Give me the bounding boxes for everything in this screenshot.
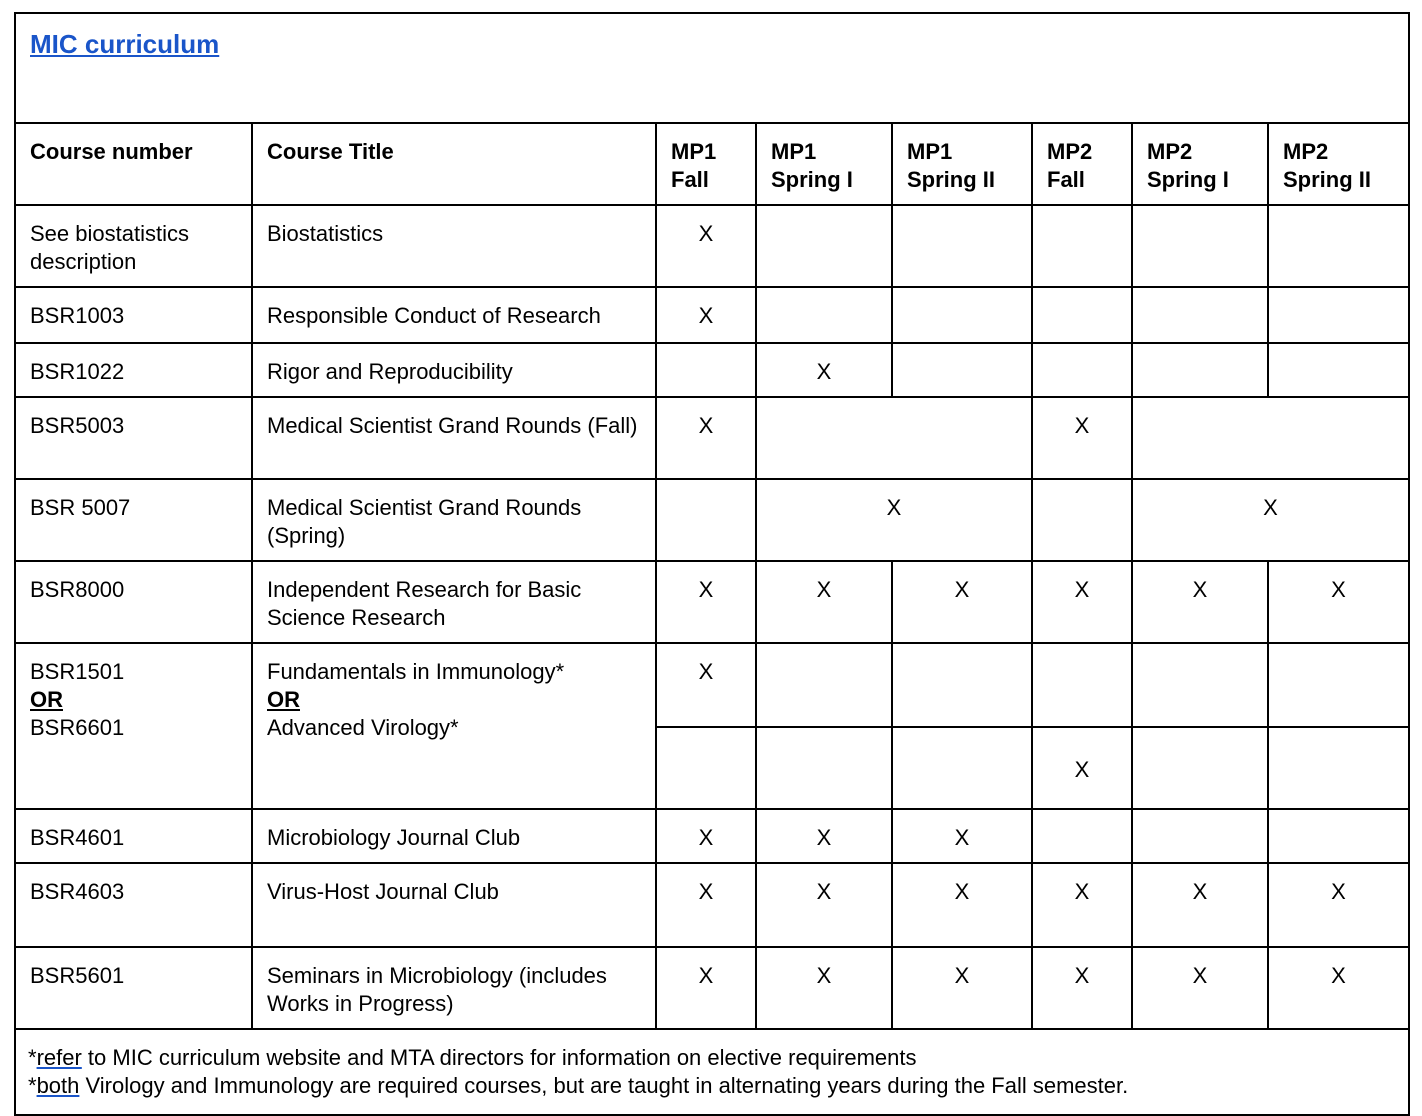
empty-cell: [656, 479, 756, 561]
course-title: Microbiology Journal Club: [252, 809, 656, 863]
header-course-number: Course number: [15, 123, 252, 205]
or-label: OR: [267, 687, 300, 712]
empty-cell: [1132, 643, 1268, 727]
table-row: [15, 809, 1409, 863]
course-number: BSR8000: [15, 561, 252, 643]
table-row: [15, 287, 1409, 343]
empty-cell: [756, 397, 1032, 479]
empty-cell: [756, 287, 892, 343]
course-title: Rigor and Reproducibility: [252, 343, 656, 397]
course-title: Medical Scientist Grand Rounds (Fall): [252, 397, 656, 479]
mark-mp1-spring-2: X: [892, 561, 1032, 643]
empty-cell: [1032, 343, 1132, 397]
course-title: Seminars in Microbiology (includes Works in Progress): [252, 947, 656, 1029]
empty-cell: [656, 343, 756, 397]
course-title: Virus-Host Journal Club: [252, 863, 656, 947]
course-number: BSR1003: [15, 287, 252, 343]
mark-mp1-spring: X: [756, 479, 1032, 561]
empty-cell: [892, 727, 1032, 809]
mark-mp2-fall: X: [1032, 863, 1132, 947]
table-row: [15, 205, 1409, 287]
empty-cell: [1268, 727, 1409, 809]
footnote-1: *refer to MIC curriculum website and MTA directors for information on elective requirements: [28, 1045, 917, 1070]
title-row: [15, 13, 1409, 123]
mark-mp1-fall: X: [656, 809, 756, 863]
empty-cell: [756, 205, 892, 287]
mark-mp1-fall: X: [656, 397, 756, 479]
mark-mp1-fall: X: [656, 947, 756, 1029]
header-mp1-fall: MP1 Fall: [656, 123, 756, 205]
mark-mp2-fall: X: [1032, 727, 1132, 809]
mark-mp2-spring-2: X: [1268, 863, 1409, 947]
course-title-b: Advanced Virology*: [267, 715, 459, 740]
table-row: [15, 343, 1409, 397]
mark-mp2-fall: X: [1032, 947, 1132, 1029]
empty-cell: [892, 643, 1032, 727]
footnote-2: *both Virology and Immunology are required courses, but are taught in alternating years during the Fall semester.: [28, 1073, 1129, 1098]
course-title: Medical Scientist Grand Rounds (Spring): [252, 479, 656, 561]
empty-cell: [1268, 205, 1409, 287]
curriculum-table: [14, 12, 1410, 1116]
table-row: [15, 561, 1409, 643]
mark-mp1-spring-2: X: [892, 863, 1032, 947]
course-number: BSR5003: [15, 397, 252, 479]
curriculum-title-link[interactable]: MIC curriculum: [30, 29, 220, 59]
mark-mp2-spring-2: X: [1268, 947, 1409, 1029]
mark-mp1-spring-1: X: [756, 561, 892, 643]
empty-cell: [1032, 479, 1132, 561]
empty-cell: [1268, 809, 1409, 863]
course-title: Independent Research for Basic Science Research: [252, 561, 656, 643]
empty-cell: [1032, 205, 1132, 287]
empty-cell: [756, 727, 892, 809]
course-title-pair: [252, 643, 656, 809]
header-course-title: Course Title: [252, 123, 656, 205]
empty-cell: [1132, 287, 1268, 343]
course-number: BSR 5007: [15, 479, 252, 561]
mark-mp2-spring-1: X: [1132, 863, 1268, 947]
curriculum-frame: [14, 12, 1408, 1098]
empty-cell: [1268, 643, 1409, 727]
empty-cell: [1132, 205, 1268, 287]
empty-cell: [1032, 287, 1132, 343]
footnote-2-lead: both: [36, 1073, 80, 1098]
empty-cell: [656, 727, 756, 809]
header-row: [15, 123, 1409, 205]
footnote-row: [15, 1029, 1409, 1115]
mark-mp1-spring-1: X: [756, 343, 892, 397]
mark-mp1-fall: X: [656, 287, 756, 343]
header-mp1-spring-2: MP1 Spring II: [892, 123, 1032, 205]
mark-mp2-spring: X: [1132, 479, 1409, 561]
footnotes: [15, 1029, 1409, 1115]
empty-cell: [1132, 727, 1268, 809]
mark-mp1-spring-1: X: [756, 947, 892, 1029]
or-label: OR: [30, 687, 63, 712]
empty-cell: [1132, 397, 1409, 479]
empty-cell: [756, 643, 892, 727]
mark-mp2-spring-2: X: [1268, 561, 1409, 643]
mark-mp1-spring-2: X: [892, 947, 1032, 1029]
table-row: [15, 397, 1409, 479]
empty-cell: [1032, 809, 1132, 863]
table-row: [15, 863, 1409, 947]
course-number: BSR5601: [15, 947, 252, 1029]
empty-cell: [892, 205, 1032, 287]
empty-cell: [1032, 643, 1132, 727]
table-row: [15, 947, 1409, 1029]
course-title-a: Fundamentals in Immunology*: [267, 659, 565, 684]
course-number: BSR4601: [15, 809, 252, 863]
empty-cell: [1132, 343, 1268, 397]
mark-mp2-fall: X: [1032, 561, 1132, 643]
course-number-b: BSR6601: [30, 715, 125, 740]
empty-cell: [1268, 343, 1409, 397]
mark-mp1-spring-1: X: [756, 809, 892, 863]
mark-mp1-spring-1: X: [756, 863, 892, 947]
course-number: BSR1022: [15, 343, 252, 397]
header-mp2-fall: MP2 Fall: [1032, 123, 1132, 205]
mark-mp1-fall: X: [656, 643, 756, 727]
mark-mp2-spring-1: X: [1132, 947, 1268, 1029]
course-number-a: BSR1501: [30, 659, 125, 684]
empty-cell: [892, 287, 1032, 343]
table-row: [15, 479, 1409, 561]
mark-mp1-fall: X: [656, 205, 756, 287]
footnote-1-lead: refer: [36, 1045, 82, 1070]
title-cell: [15, 13, 1409, 123]
course-number: BSR4603: [15, 863, 252, 947]
course-title: Biostatistics: [252, 205, 656, 287]
header-mp2-spring-2: MP2 Spring II: [1268, 123, 1409, 205]
empty-cell: [892, 343, 1032, 397]
mark-mp2-spring-1: X: [1132, 561, 1268, 643]
mark-mp1-fall: X: [656, 863, 756, 947]
mark-mp1-spring-2: X: [892, 809, 1032, 863]
header-mp2-spring-1: MP2 Spring I: [1132, 123, 1268, 205]
course-number-pair: [15, 643, 252, 809]
mark-mp2-fall: X: [1032, 397, 1132, 479]
empty-cell: [1268, 287, 1409, 343]
table-row: [15, 643, 1409, 727]
course-title: Responsible Conduct of Research: [252, 287, 656, 343]
mark-mp1-fall: X: [656, 561, 756, 643]
course-number: See biostatistics description: [15, 205, 252, 287]
empty-cell: [1132, 809, 1268, 863]
header-mp1-spring-1: MP1 Spring I: [756, 123, 892, 205]
